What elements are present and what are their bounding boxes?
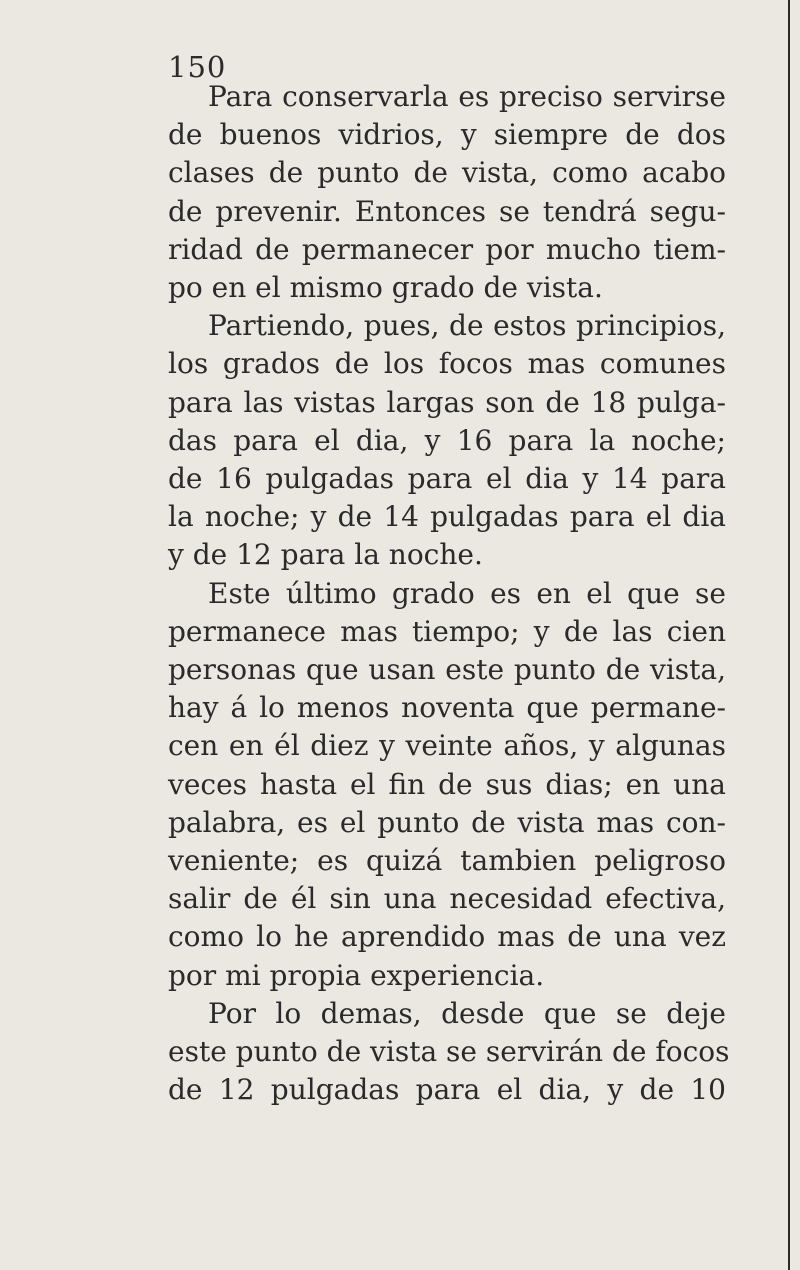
text-line: salir de él sin una necesidad efectiva, (168, 882, 726, 916)
text-line: permanece mas tiempo; y de las cien (168, 614, 726, 648)
text-line: Para conservarla es preciso servirse (208, 80, 726, 113)
paragraph (168, 78, 726, 307)
text-line: y de 12 para la noche. (168, 538, 483, 572)
text-line: la noche; y de 14 pulgadas para el dia (168, 500, 726, 534)
text-line: das para el dia, y 16 para la noche; (168, 423, 726, 457)
paragraph (168, 995, 730, 1110)
text-line: de prevenir. Entonces se tendrá segu- (168, 194, 726, 228)
text-line: palabra, es el punto de vista mas con- (168, 805, 726, 839)
paragraph (168, 307, 726, 574)
text-line: Partiendo, pues, de estos principios, (208, 309, 726, 343)
text-line: hay á lo menos noventa que permane- (168, 691, 726, 725)
text-line: ridad de permanecer por mucho tiem- (168, 232, 726, 266)
text-line: po en el mismo grado de vista. (168, 271, 603, 305)
text-line: personas que usan este punto de vista, (168, 653, 726, 687)
body-text (168, 78, 730, 1109)
text-line: Por lo demas, desde que se deje (208, 996, 726, 1030)
text-line: veces hasta el fin de sus dias; en una (168, 767, 726, 801)
text-line: como lo he aprendido mas de una vez (168, 920, 726, 954)
text-line: de buenos vidrios, y siempre de dos (168, 118, 726, 152)
text-line: clases de punto de vista, como acabo (168, 156, 726, 190)
text-line: este punto de vista se servirán de focos (168, 1035, 730, 1069)
text-line: cen en él diez y veinte años, y algunas (168, 729, 726, 763)
text-line: Este último grado es en el que se (208, 576, 726, 610)
text-line: de 12 pulgadas para el dia, y de 10 (168, 1073, 726, 1107)
text-line: de 16 pulgadas para el dia y 14 para (168, 462, 726, 496)
text-line: por mi propia experiencia. (168, 958, 545, 992)
text-line: los grados de los focos mas comunes (168, 347, 726, 381)
text-line: veniente; es quizá tambien peligroso (168, 844, 726, 878)
page-number: 150 (168, 50, 227, 84)
page-edge-rule (788, 0, 790, 1270)
text-line: para las vistas largas son de 18 pulga- (168, 385, 726, 419)
paragraph (168, 575, 726, 995)
